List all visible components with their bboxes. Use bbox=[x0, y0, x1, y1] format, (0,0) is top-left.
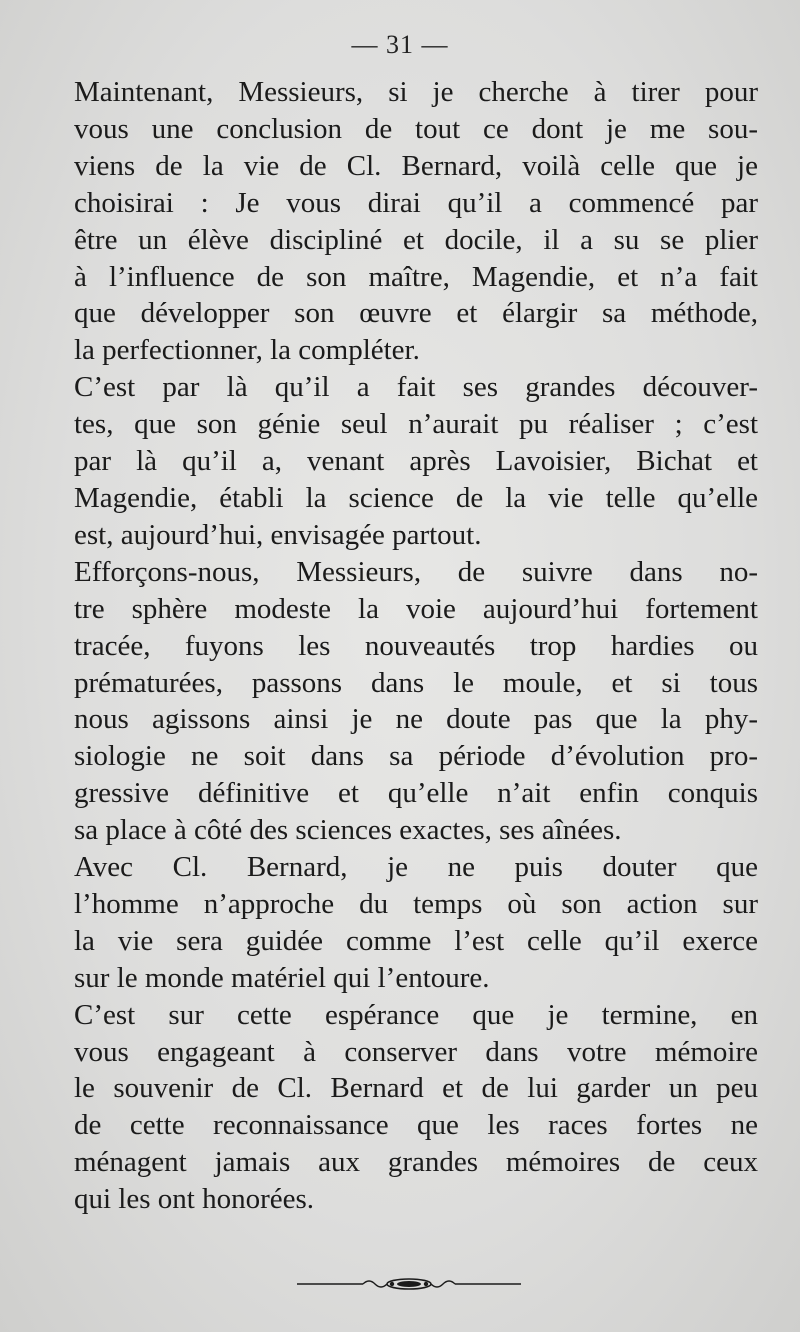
text-line: viens de la vie de Cl. Bernard, voilà celle que je bbox=[74, 149, 758, 182]
text-line: tre sphère modeste la voie aujourd’hui fortement bbox=[74, 592, 758, 625]
text-line: nous agissons ainsi je ne doute pas que la phy- bbox=[74, 703, 758, 736]
text-line: le souvenir de Cl. Bernard et de lui garder un peu bbox=[74, 1072, 758, 1105]
text-line: vous engageant à conserver dans votre mémoire bbox=[74, 1035, 758, 1068]
text-line: vous une conclusion de tout ce dont je me sou- bbox=[74, 112, 758, 145]
text-line: qui les ont honorées. bbox=[74, 1183, 315, 1216]
text-line: la vie sera guidée comme l’est celle qu’il exerce bbox=[74, 924, 758, 957]
text-line: la perfectionner, la compléter. bbox=[74, 334, 420, 367]
text-line: par là qu’il a, venant après Lavoisier, Bichat et bbox=[74, 445, 758, 478]
text-line: choisirai : Je vous dirai qu’il a commencé par bbox=[74, 186, 758, 219]
text-line: sur le monde matériel qui l’entoure. bbox=[74, 961, 490, 994]
text-line: tes, que son génie seul n’aurait pu réaliser ; c’est bbox=[74, 408, 758, 441]
paragraph-2 bbox=[40, 369, 758, 554]
text-line: de cette reconnaissance que les races fortes ne bbox=[74, 1109, 758, 1142]
text-line: sa place à côté des sciences exactes, ses aînées. bbox=[74, 814, 622, 847]
text-line: être un élève discipliné et docile, il a su se plier bbox=[74, 223, 758, 256]
paragraph-1 bbox=[40, 74, 758, 369]
text-line: ménagent jamais aux grandes mémoires de ceux bbox=[74, 1146, 758, 1179]
text-line: gressive définitive et qu’elle n’ait enfin conquis bbox=[74, 777, 758, 810]
text-line: siologie ne soit dans sa période d’évolution pro- bbox=[74, 740, 758, 773]
text-line: que développer son œuvre et élargir sa méthode, bbox=[74, 297, 758, 330]
paragraph-5 bbox=[40, 997, 758, 1218]
text-line: Efforçons-nous, Messieurs, de suivre dans no- bbox=[74, 555, 758, 588]
text-line: prématurées, passons dans le moule, et si tous bbox=[74, 666, 758, 699]
text-line: à l’influence de son maître, Magendie, et n’a fait bbox=[74, 260, 758, 293]
text-line: C’est sur cette espérance que je termine, en bbox=[74, 998, 758, 1031]
scroll-flourish-divider-icon bbox=[297, 1275, 521, 1293]
text-line: Maintenant, Messieurs, si je cherche à tirer pour bbox=[74, 76, 758, 108]
text-line: C’est par là qu’il a fait ses grandes découver- bbox=[74, 371, 758, 404]
text-line: tracée, fuyons les nouveautés trop hardies ou bbox=[74, 629, 758, 662]
paragraph-3 bbox=[40, 554, 758, 849]
paragraph-4 bbox=[40, 849, 758, 997]
text-line: Avec Cl. Bernard, je ne puis douter que bbox=[74, 851, 758, 884]
body-text bbox=[40, 74, 758, 1218]
page-number: — 31 — bbox=[351, 30, 449, 59]
text-line: l’homme n’approche du temps où son action sur bbox=[74, 887, 758, 920]
text-line: Magendie, établi la science de la vie telle qu’elle bbox=[74, 481, 758, 514]
text-line: est, aujourd’hui, envisagée partout. bbox=[74, 518, 482, 551]
